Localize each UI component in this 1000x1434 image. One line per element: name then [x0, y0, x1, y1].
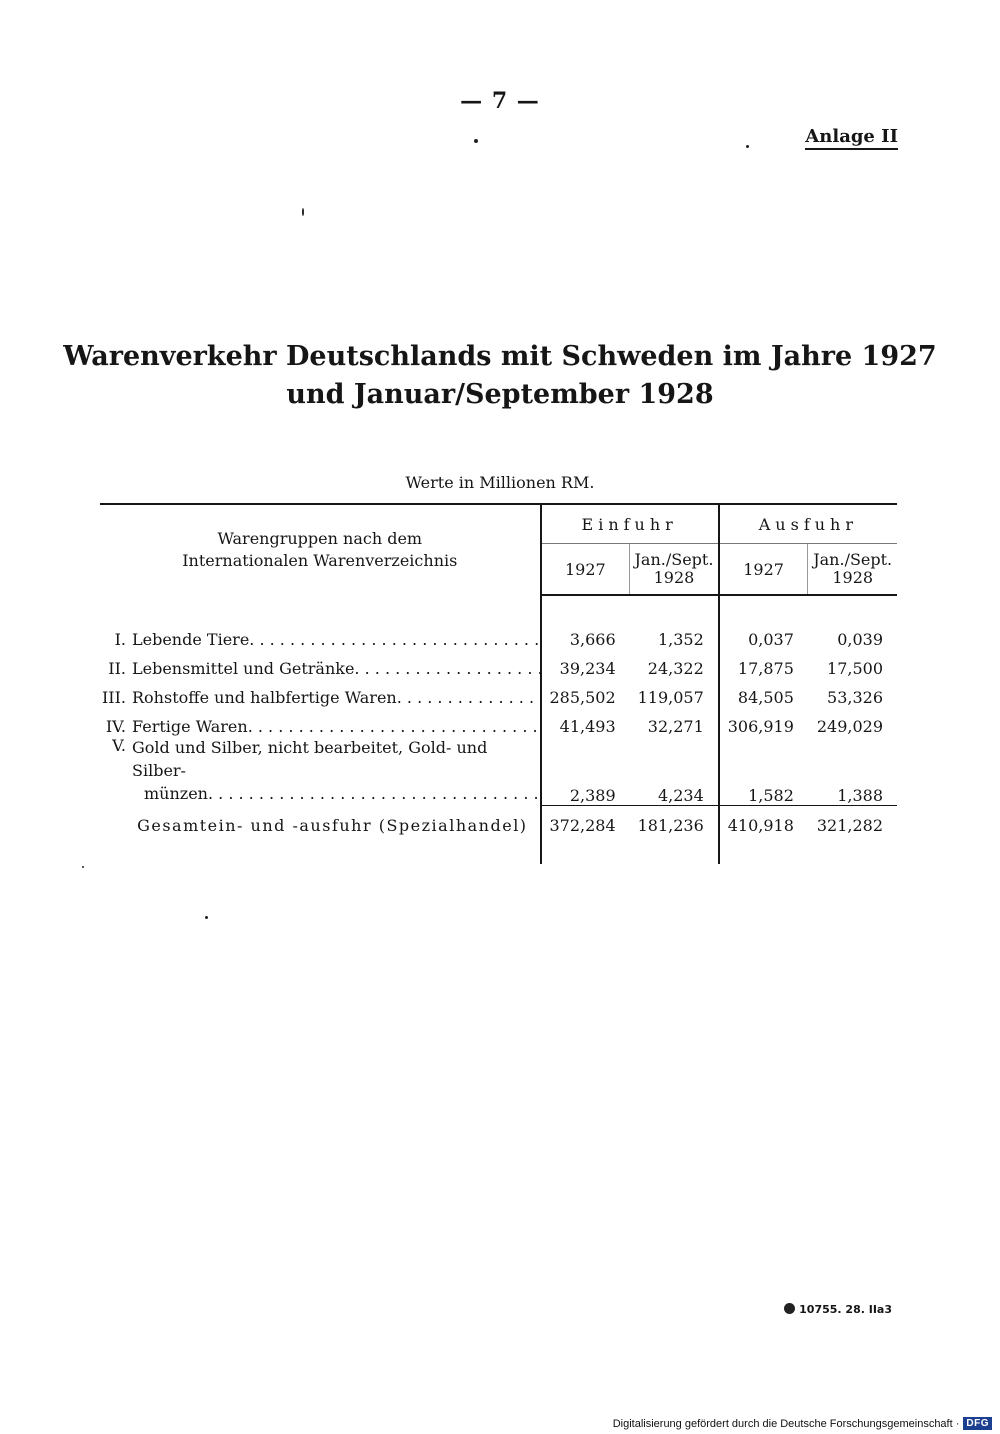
table-row [100, 707, 897, 736]
total-value: 372,284 [541, 805, 630, 846]
print-speck [746, 145, 749, 148]
total-value: 321,282 [808, 805, 897, 846]
table-row [100, 620, 897, 649]
print-speck [205, 916, 208, 919]
title-line-2: und Januar/September 1928 [286, 379, 714, 410]
cell-value: 119,057 [637, 688, 704, 707]
print-speck [474, 139, 478, 143]
total-value: 181,236 [630, 805, 719, 846]
row-roman-numeral: V. [112, 736, 126, 755]
cell-value: 41,493 [541, 707, 630, 736]
digitization-footer [613, 1417, 992, 1430]
cell-value: 24,322 [647, 659, 704, 678]
row-label: Lebensmittel und Getränke [132, 659, 355, 678]
row-label-line-1: Gold und Silber, nicht bearbeitet, Gold- und Silber- [132, 738, 488, 780]
cell-value: 0,039 [837, 630, 883, 649]
subheader-import-1927: 1927 [541, 544, 630, 596]
cell-value: 0,037 [719, 620, 808, 649]
print-speck [82, 866, 84, 868]
label-column-header: Warengruppen nach dem Internationalen Warenverzeichnis [100, 504, 541, 595]
cell-value: 4,234 [657, 785, 704, 805]
row-roman-numeral: II. [108, 659, 126, 678]
subheader-export-jan-sept-1928: Jan./Sept. 1928 [808, 544, 897, 596]
total-label: Gesamtein- und -ausfuhr (Spezialhandel) [137, 815, 528, 835]
print-speck [302, 208, 304, 216]
title-line-1: Warenverkehr Deutschlands mit Schweden im Jahre 1927 [63, 341, 937, 372]
cell-value: 249,029 [816, 717, 883, 736]
printer-seal-icon [784, 1303, 795, 1314]
printer-mark [784, 1303, 892, 1316]
row-label: Lebende Tiere [132, 630, 250, 649]
cell-value: 1,352 [657, 630, 704, 649]
dfg-logo: DFG [963, 1417, 992, 1430]
cell-value: 285,502 [541, 678, 630, 707]
printer-code: 10755. 28. IIa3 [799, 1303, 892, 1316]
page-number: — 7 — [460, 88, 540, 114]
cell-value: 1,582 [719, 736, 808, 805]
trade-table [100, 503, 897, 864]
table-row [100, 649, 897, 678]
cell-value: 17,875 [719, 649, 808, 678]
row-roman-numeral: I. [114, 630, 126, 649]
row-roman-numeral: III. [101, 688, 126, 707]
row-label: Fertige Waren [132, 717, 248, 736]
cell-value: 17,500 [827, 659, 883, 678]
total-value: 410,918 [719, 805, 808, 846]
unit-note: Werte in Millionen RM. [405, 473, 595, 492]
annex-label: Anlage II [805, 126, 898, 150]
table-row [100, 678, 897, 707]
cell-value: 1,388 [837, 785, 883, 805]
table-row [100, 736, 897, 805]
document-title [0, 338, 1000, 414]
total-row [100, 805, 897, 846]
row-roman-numeral: IV. [105, 717, 126, 736]
cell-value: 2,389 [541, 736, 630, 805]
row-label: Rohstoffe und halbfertige Waren [132, 688, 397, 707]
cell-value: 39,234 [541, 649, 630, 678]
cell-value: 306,919 [719, 707, 808, 736]
subheader-import-jan-sept-1928: Jan./Sept. 1928 [630, 544, 719, 596]
group-header-export: Ausfuhr [719, 504, 897, 544]
cell-value: 84,505 [719, 678, 808, 707]
group-header-import: Einfuhr [541, 504, 719, 544]
subheader-export-1927: 1927 [719, 544, 808, 596]
cell-value: 3,666 [541, 620, 630, 649]
cell-value: 53,326 [827, 688, 883, 707]
footer-text: Digitalisierung gefördert durch die Deutsche Forschungsgemeinschaft · [612, 1417, 960, 1430]
cell-value: 32,271 [647, 717, 704, 736]
row-label-line-2: münzen [144, 784, 208, 803]
